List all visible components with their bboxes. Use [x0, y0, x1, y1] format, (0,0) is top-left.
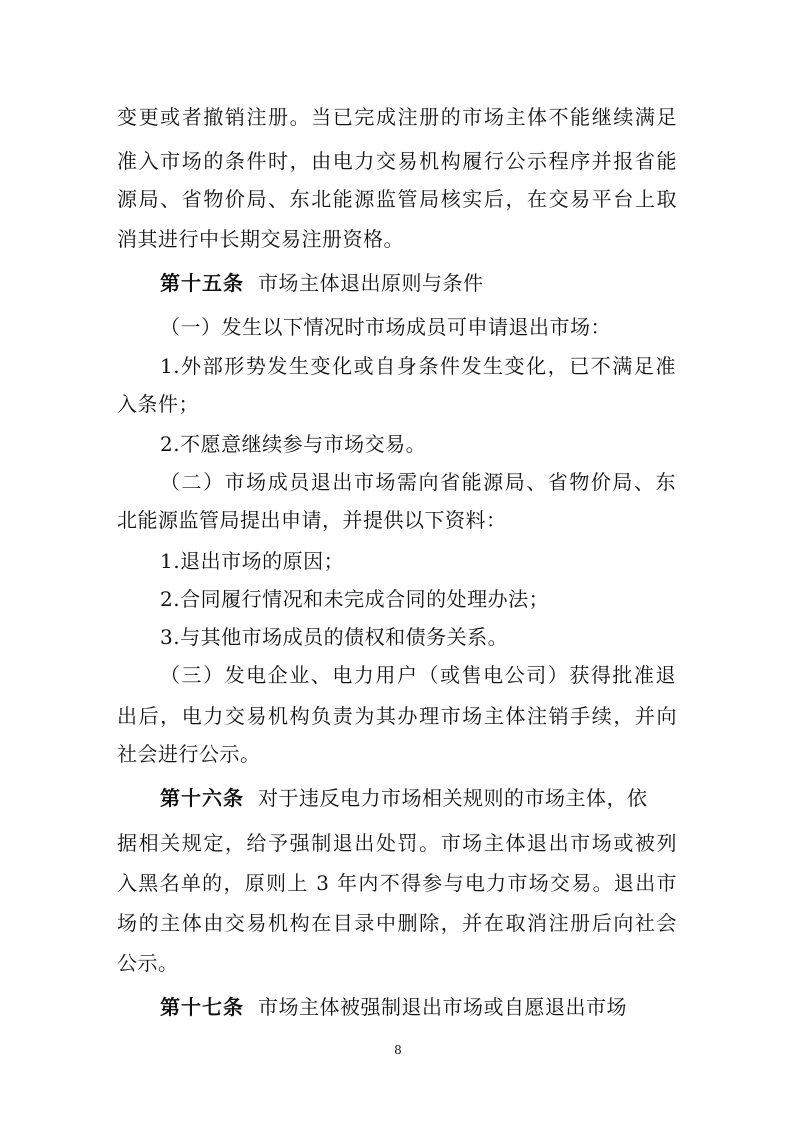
paragraph-line: [117, 741, 677, 767]
paragraph-line: [117, 910, 677, 936]
paragraph-line: [117, 950, 677, 976]
line-text: 场的主体由交易机构在目录中删除，并在取消注册后向社会: [117, 911, 677, 935]
line-text: 入条件；: [117, 392, 199, 416]
line-text: （二）市场成员退出市场需向省能源局、省物价局、东: [160, 470, 676, 494]
paragraph-line: [160, 314, 676, 340]
line-text: 对于违反电力市场相关规则的市场主体，依: [258, 786, 648, 810]
paragraph-line: [160, 662, 676, 688]
paragraph-line: [160, 586, 676, 612]
paragraph-line: [117, 703, 677, 729]
line-text: 市场主体退出原则与条件: [258, 271, 484, 295]
line-text: 据相关规定，给予强制退出处罚。市场主体退出市场或被列: [117, 831, 677, 855]
line-text: 市场主体被强制退出市场或自愿退出市场: [258, 995, 627, 1019]
line-text: 3.与其他市场成员的债权和债务关系。: [160, 625, 509, 649]
paragraph-line: [117, 870, 677, 896]
line-text: 变更或者撤销注册。当已完成注册的市场主体不能继续满足: [117, 105, 677, 129]
line-text: 北能源监管局提出申请，并提供以下资料：: [117, 508, 507, 532]
page-number: 8: [394, 1043, 402, 1057]
article-heading-line: [160, 994, 676, 1020]
line-text: （三）发电企业、电力用户（或售电公司）获得批准退: [160, 663, 676, 687]
article-heading-line: [160, 270, 676, 296]
paragraph-line: [160, 469, 676, 495]
article-number: 第十五条: [160, 271, 244, 295]
line-text: 出后，电力交易机构负责为其办理市场主体注销手续，并向: [117, 704, 677, 728]
paragraph-line: [117, 391, 677, 417]
line-text: 源局、省物价局、东北能源监管局核实后，在交易平台上取: [117, 187, 677, 211]
line-text: 消其进行中长期交易注册资格。: [117, 227, 404, 251]
paragraph-line: [117, 186, 677, 212]
paragraph-line: [160, 431, 676, 457]
line-text: （一）发生以下情况时市场成员可申请退出市场：: [160, 315, 611, 339]
line-text: 1.外部形势发生变化或自身条件发生变化，已不满足准: [160, 354, 676, 378]
article-number: 第十六条: [160, 786, 244, 810]
paragraph-line: [117, 830, 677, 856]
paragraph-line: [160, 548, 676, 574]
article-heading-line: [160, 785, 676, 811]
paragraph-line: [117, 104, 677, 130]
line-text: 准入市场的条件时，由电力交易机构履行公示程序并报省能: [117, 149, 677, 173]
paragraph-line: [117, 226, 677, 252]
paragraph-line: [160, 353, 676, 379]
line-text: 公示。: [117, 951, 179, 975]
line-text: 2.合同履行情况和未完成合同的处理办法；: [160, 587, 550, 611]
line-text: 1.退出市场的原因；: [160, 549, 345, 573]
paragraph-line: [160, 624, 676, 650]
line-text: 2.不愿意继续参与市场交易。: [160, 432, 427, 456]
article-number: 第十七条: [160, 995, 244, 1019]
line-text: 社会进行公示。: [117, 742, 261, 766]
paragraph-line: [117, 507, 677, 533]
paragraph-line: [117, 148, 677, 174]
line-text: 入黑名单的，原则上 3 年内不得参与电力市场交易。退出市: [117, 871, 677, 895]
